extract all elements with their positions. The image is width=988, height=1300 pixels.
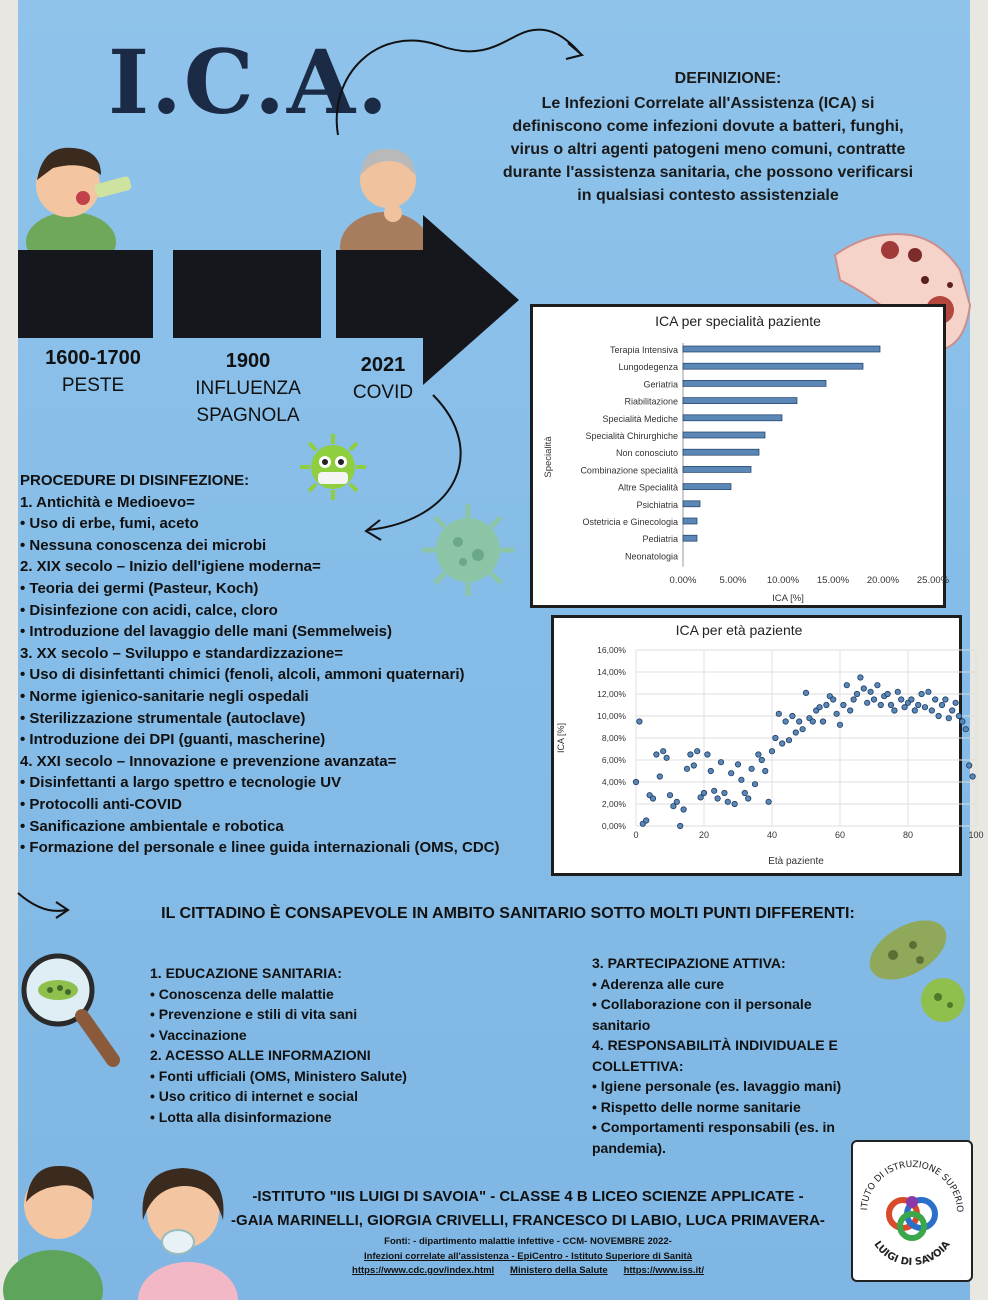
category-label: Terapia Intensiva <box>609 345 678 355</box>
category-label: Specialità Mediche <box>602 413 678 424</box>
data-point <box>674 799 679 804</box>
list-item: • Vaccinazione <box>150 1026 247 1043</box>
bar <box>683 380 826 386</box>
data-point <box>715 796 720 801</box>
data-point <box>837 722 842 727</box>
y-tick-label: 6,00% <box>601 755 626 765</box>
data-point <box>759 757 764 762</box>
x-tick-label: 0.00% <box>669 575 697 586</box>
procedure-line: • Protocolli anti-COVID <box>20 795 182 813</box>
data-point <box>878 702 883 707</box>
list-item: • Lotta alla disinformazione <box>150 1108 332 1125</box>
procedures-heading: PROCEDURE DI DISINFEZIONE: <box>20 472 250 489</box>
data-point <box>861 686 866 691</box>
procedure-line: • Sterilizzazione strumentale (autoclave) <box>20 709 306 727</box>
bar <box>683 415 782 421</box>
data-point <box>766 799 771 804</box>
procedure-line: • Teoria dei germi (Pasteur, Koch) <box>20 579 259 597</box>
data-point <box>797 719 802 724</box>
timeline-item: 1600-1700 PESTE <box>45 347 141 396</box>
procedure-line: 3. XX secolo – Sviluppo e standardizzazione= <box>20 644 344 662</box>
data-point <box>633 779 638 784</box>
data-point <box>926 689 931 694</box>
data-point <box>756 752 761 757</box>
bar <box>683 346 880 352</box>
list-item: 2. ACESSO ALLE INFORMAZIONI <box>150 1047 371 1063</box>
x-tick-label: 15.00% <box>816 575 850 586</box>
x-tick-label: 25.00% <box>916 575 950 586</box>
magnifier-bacteria-icon <box>18 950 128 1080</box>
category-label: Specialità Chirurghiche <box>585 431 678 441</box>
data-point <box>769 749 774 754</box>
school-line: -ISTITUTO "IIS LUIGI DI SAVOIA" - CLASSE 4 B LICEO SCIENZE APPLICATE - <box>252 1188 804 1205</box>
data-point <box>936 713 941 718</box>
data-point <box>899 697 904 702</box>
data-point <box>919 691 924 696</box>
category-label: Non conosciuto <box>615 448 678 459</box>
x-tick-label: 100 <box>968 830 984 840</box>
data-point <box>776 711 781 716</box>
timeline-segment-1 <box>18 250 153 338</box>
x-tick-label: 20 <box>698 830 710 840</box>
data-point <box>701 790 706 795</box>
bar <box>683 466 751 472</box>
list-item: COLLETTIVA: <box>592 1057 684 1074</box>
data-point <box>746 796 751 801</box>
data-point <box>637 719 642 724</box>
data-point <box>725 799 730 804</box>
data-point <box>963 727 968 732</box>
list-item: • Aderenza alle cure <box>592 975 724 992</box>
procedure-line: • Nessuna conoscenza dei microbi <box>20 536 267 554</box>
awareness-right-list <box>592 953 862 1158</box>
data-point <box>956 713 961 718</box>
bacteria-icon <box>858 905 970 1035</box>
category-label: Psichiatria <box>636 499 678 510</box>
data-point <box>712 788 717 793</box>
chart-title: ICA per specialità paziente <box>655 313 821 329</box>
sources <box>298 1235 758 1279</box>
bar-chart-plot <box>533 307 950 605</box>
data-point <box>939 702 944 707</box>
iss-link[interactable]: https://www.iss.it/ <box>623 1265 704 1276</box>
data-point <box>749 766 754 771</box>
data-point <box>644 818 649 823</box>
data-point <box>970 774 975 779</box>
data-point <box>657 774 662 779</box>
y-tick-label: 12,00% <box>597 689 626 699</box>
data-point <box>780 741 785 746</box>
procedures-section <box>20 470 560 859</box>
data-point <box>718 760 723 765</box>
age-chart <box>551 615 984 876</box>
procedure-line: • Uso di disinfettanti chimici (fenoli, alcoli, ammoni quaternari) <box>20 666 465 684</box>
category-label: Pediatria <box>642 534 678 545</box>
logo-graphic <box>853 1142 971 1280</box>
timeline-item: 1900 INFLUENZA SPAGNOLA <box>195 350 301 426</box>
x-tick-label: 10.00% <box>766 575 800 586</box>
procedure-line: • Disinfezione con acidi, calce, cloro <box>20 601 278 619</box>
sources-line: Fonti: - dipartimento malattie infettive - CCM- NOVEMBRE 2022- <box>384 1236 672 1247</box>
data-point <box>824 702 829 707</box>
procedure-line: • Formazione del personale e linee guida internazionali (OMS, CDC) <box>20 839 500 857</box>
data-point <box>783 719 788 724</box>
procedure-line: • Norme igienico-sanitarie negli ospedali <box>20 687 309 705</box>
data-point <box>888 702 893 707</box>
data-point <box>933 697 938 702</box>
data-point <box>661 749 666 754</box>
data-point <box>922 705 927 710</box>
procedure-line: • Introduzione dei DPI (guanti, mascherine) <box>20 731 326 749</box>
data-point <box>691 763 696 768</box>
bar <box>683 398 797 404</box>
procedure-line: • Sanificazione ambientale e robotica <box>20 817 284 835</box>
data-point <box>909 697 914 702</box>
data-point <box>705 752 710 757</box>
data-point <box>654 752 659 757</box>
data-point <box>650 796 655 801</box>
list-item: • Prevenzione e stili di vita sani <box>150 1006 358 1022</box>
data-point <box>803 690 808 695</box>
list-item: • Uso critico di internet e social <box>150 1088 358 1104</box>
data-point <box>735 762 740 767</box>
list-item: sanitario <box>592 1016 651 1033</box>
data-point <box>841 702 846 707</box>
timeline-segment-2 <box>173 250 321 338</box>
data-point <box>871 697 876 702</box>
authors-line: -GAIA MARINELLI, GIORGIA CRIVELLI, FRANCESCO DI LABIO, LUCA PRIMAVERA- <box>231 1212 825 1229</box>
list-item: • Comportamenti responsabili (es. in <box>592 1119 835 1135</box>
data-point <box>773 735 778 740</box>
awareness-heading: IL CITTADINO È CONSAPEVOLE IN AMBITO SANITARIO SOTTO MOLTI PUNTI DIFFERENTI: <box>161 905 855 922</box>
x-tick-label: 80 <box>902 830 914 840</box>
data-point <box>943 697 948 702</box>
poster <box>18 0 984 1300</box>
x-tick-label: 40 <box>766 830 778 840</box>
bar <box>683 501 700 507</box>
data-point <box>684 766 689 771</box>
data-point <box>810 719 815 724</box>
bar <box>683 484 731 490</box>
procedure-line: • Introduzione del lavaggio delle mani (Semmelweis) <box>20 623 392 641</box>
list-item: • Rispetto delle norme sanitarie <box>592 1098 801 1115</box>
bar <box>683 449 759 455</box>
data-point <box>688 752 693 757</box>
school-logo <box>851 1140 973 1282</box>
children-mask-icon <box>18 1150 228 1300</box>
x-tick-label: 20.00% <box>866 575 900 586</box>
category-label: Combinazione specialità <box>580 465 678 476</box>
bar <box>683 432 765 438</box>
bar <box>683 518 697 524</box>
data-point <box>912 708 917 713</box>
category-label: Neonatologia <box>624 551 678 562</box>
data-point <box>950 708 955 713</box>
bar <box>683 535 697 541</box>
data-point <box>916 702 921 707</box>
x-tick-label: 0 <box>633 830 639 840</box>
y-tick-label: 14,00% <box>597 667 626 677</box>
ministero-link[interactable]: Ministero della Salute <box>510 1265 608 1276</box>
scatter-chart-plot <box>554 618 984 873</box>
data-point <box>722 790 727 795</box>
school-credits <box>208 1185 848 1233</box>
y-tick-label: 2,00% <box>601 799 626 809</box>
data-point <box>892 708 897 713</box>
data-point <box>732 801 737 806</box>
data-point <box>752 782 757 787</box>
data-point <box>844 683 849 688</box>
data-point <box>739 777 744 782</box>
bar <box>683 363 863 369</box>
data-point <box>848 708 853 713</box>
data-point <box>664 755 669 760</box>
cdc-link[interactable]: https://www.cdc.gov/index.html <box>352 1265 495 1276</box>
data-point <box>865 700 870 705</box>
data-point <box>786 738 791 743</box>
specialty-chart <box>530 304 950 608</box>
data-point <box>667 793 672 798</box>
data-point <box>831 697 836 702</box>
category-label: Ostetricia e Ginecologia <box>582 517 678 527</box>
definition-heading: DEFINIZIONE: <box>674 70 782 87</box>
data-point <box>960 719 965 724</box>
y-tick-label: 16,00% <box>597 645 626 655</box>
data-point <box>763 768 768 773</box>
y-axis-label: Specialità <box>543 436 554 478</box>
source-link[interactable]: Infezioni correlate all'assistenza - EpiCentro - Istituto Superiore di Sanità <box>364 1250 692 1262</box>
data-point <box>854 691 859 696</box>
category-label: Lungodegenza <box>618 362 678 373</box>
data-point <box>885 691 890 696</box>
x-tick-label: 60 <box>834 830 846 840</box>
x-axis-label: Età paziente <box>768 856 824 867</box>
data-point <box>858 675 863 680</box>
definition-text: Le Infezioni Correlate all'Assistenza (ICA) si definiscono come infezioni dovute a batteri, funghi, virus o altri agenti patogeni meno comuni, contratte durante l'assistenza sanitaria, che possono verificarsi in qualsiasi contesto assistenziale <box>502 95 914 204</box>
y-tick-label: 0,00% <box>601 821 626 831</box>
category-label: Altre Specialità <box>617 482 678 493</box>
svg-text:LUIGI DI SAVOIA: LUIGI DI SAVOIA <box>871 1239 953 1269</box>
procedure-line: 2. XIX secolo – Inizio dell'igiene moderna= <box>20 558 321 576</box>
timeline-arrowhead <box>423 215 523 385</box>
category-label: Riabilitazione <box>624 396 678 407</box>
data-point <box>800 727 805 732</box>
timeline-segment-3 <box>336 250 428 338</box>
data-point <box>834 711 839 716</box>
data-point <box>967 763 972 768</box>
awareness-left-list <box>150 963 480 1127</box>
data-point <box>953 700 958 705</box>
data-point <box>793 730 798 735</box>
data-point <box>678 823 683 828</box>
chart-title: ICA per età paziente <box>675 622 803 638</box>
y-tick-label: 4,00% <box>601 777 626 787</box>
list-item: 3. PARTECIPAZIONE ATTIVA: <box>592 955 786 971</box>
data-point <box>820 719 825 724</box>
data-point <box>929 708 934 713</box>
data-point <box>895 689 900 694</box>
y-tick-label: 10,00% <box>597 711 626 721</box>
data-point <box>729 771 734 776</box>
svg-text:ISTITUTO DI ISTRUZIONE SUPERIO: ITUTO DI ISTRUZIONE SUPERIO <box>860 1159 965 1213</box>
list-item: • Conoscenza delle malattie <box>150 985 334 1002</box>
procedure-line: • Uso di erbe, fumi, aceto <box>20 515 199 533</box>
list-item: • Fonti ufficiali (OMS, Ministero Salute) <box>150 1067 407 1084</box>
procedure-line: 1. Antichità e Medioevo= <box>20 493 195 511</box>
category-label: Geriatria <box>643 379 678 390</box>
data-point <box>875 683 880 688</box>
x-axis-label: ICA [%] <box>772 593 804 604</box>
list-item: 1. EDUCAZIONE SANITARIA: <box>150 965 342 981</box>
data-point <box>695 749 700 754</box>
data-point <box>681 807 686 812</box>
procedure-line: • Disinfettanti a largo spettro e tecnologie UV <box>20 774 342 792</box>
data-point <box>708 768 713 773</box>
child-coughing-icon <box>23 130 138 250</box>
list-item: • Igiene personale (es. lavaggio mani) <box>592 1078 842 1094</box>
data-point <box>790 713 795 718</box>
data-point <box>946 716 951 721</box>
y-tick-label: 8,00% <box>601 733 626 743</box>
procedure-line: 4. XXI secolo – Innovazione e prevenzione avanzata= <box>20 752 397 770</box>
list-item: pandemia). <box>592 1139 666 1156</box>
y-axis-label: ICA [%] <box>556 722 566 754</box>
list-item: 4. RESPONSABILITÀ INDIVIDUALE E <box>592 1037 838 1053</box>
x-tick-label: 5.00% <box>719 575 747 586</box>
poster-title: I.C.A. <box>108 30 390 134</box>
data-point <box>817 705 822 710</box>
data-point <box>868 689 873 694</box>
data-point <box>742 790 747 795</box>
list-item: • Collaborazione con il personale <box>592 996 812 1012</box>
timeline-item: 2021 COVID <box>352 354 414 403</box>
arrow-icon <box>18 885 78 925</box>
data-point <box>851 697 856 702</box>
